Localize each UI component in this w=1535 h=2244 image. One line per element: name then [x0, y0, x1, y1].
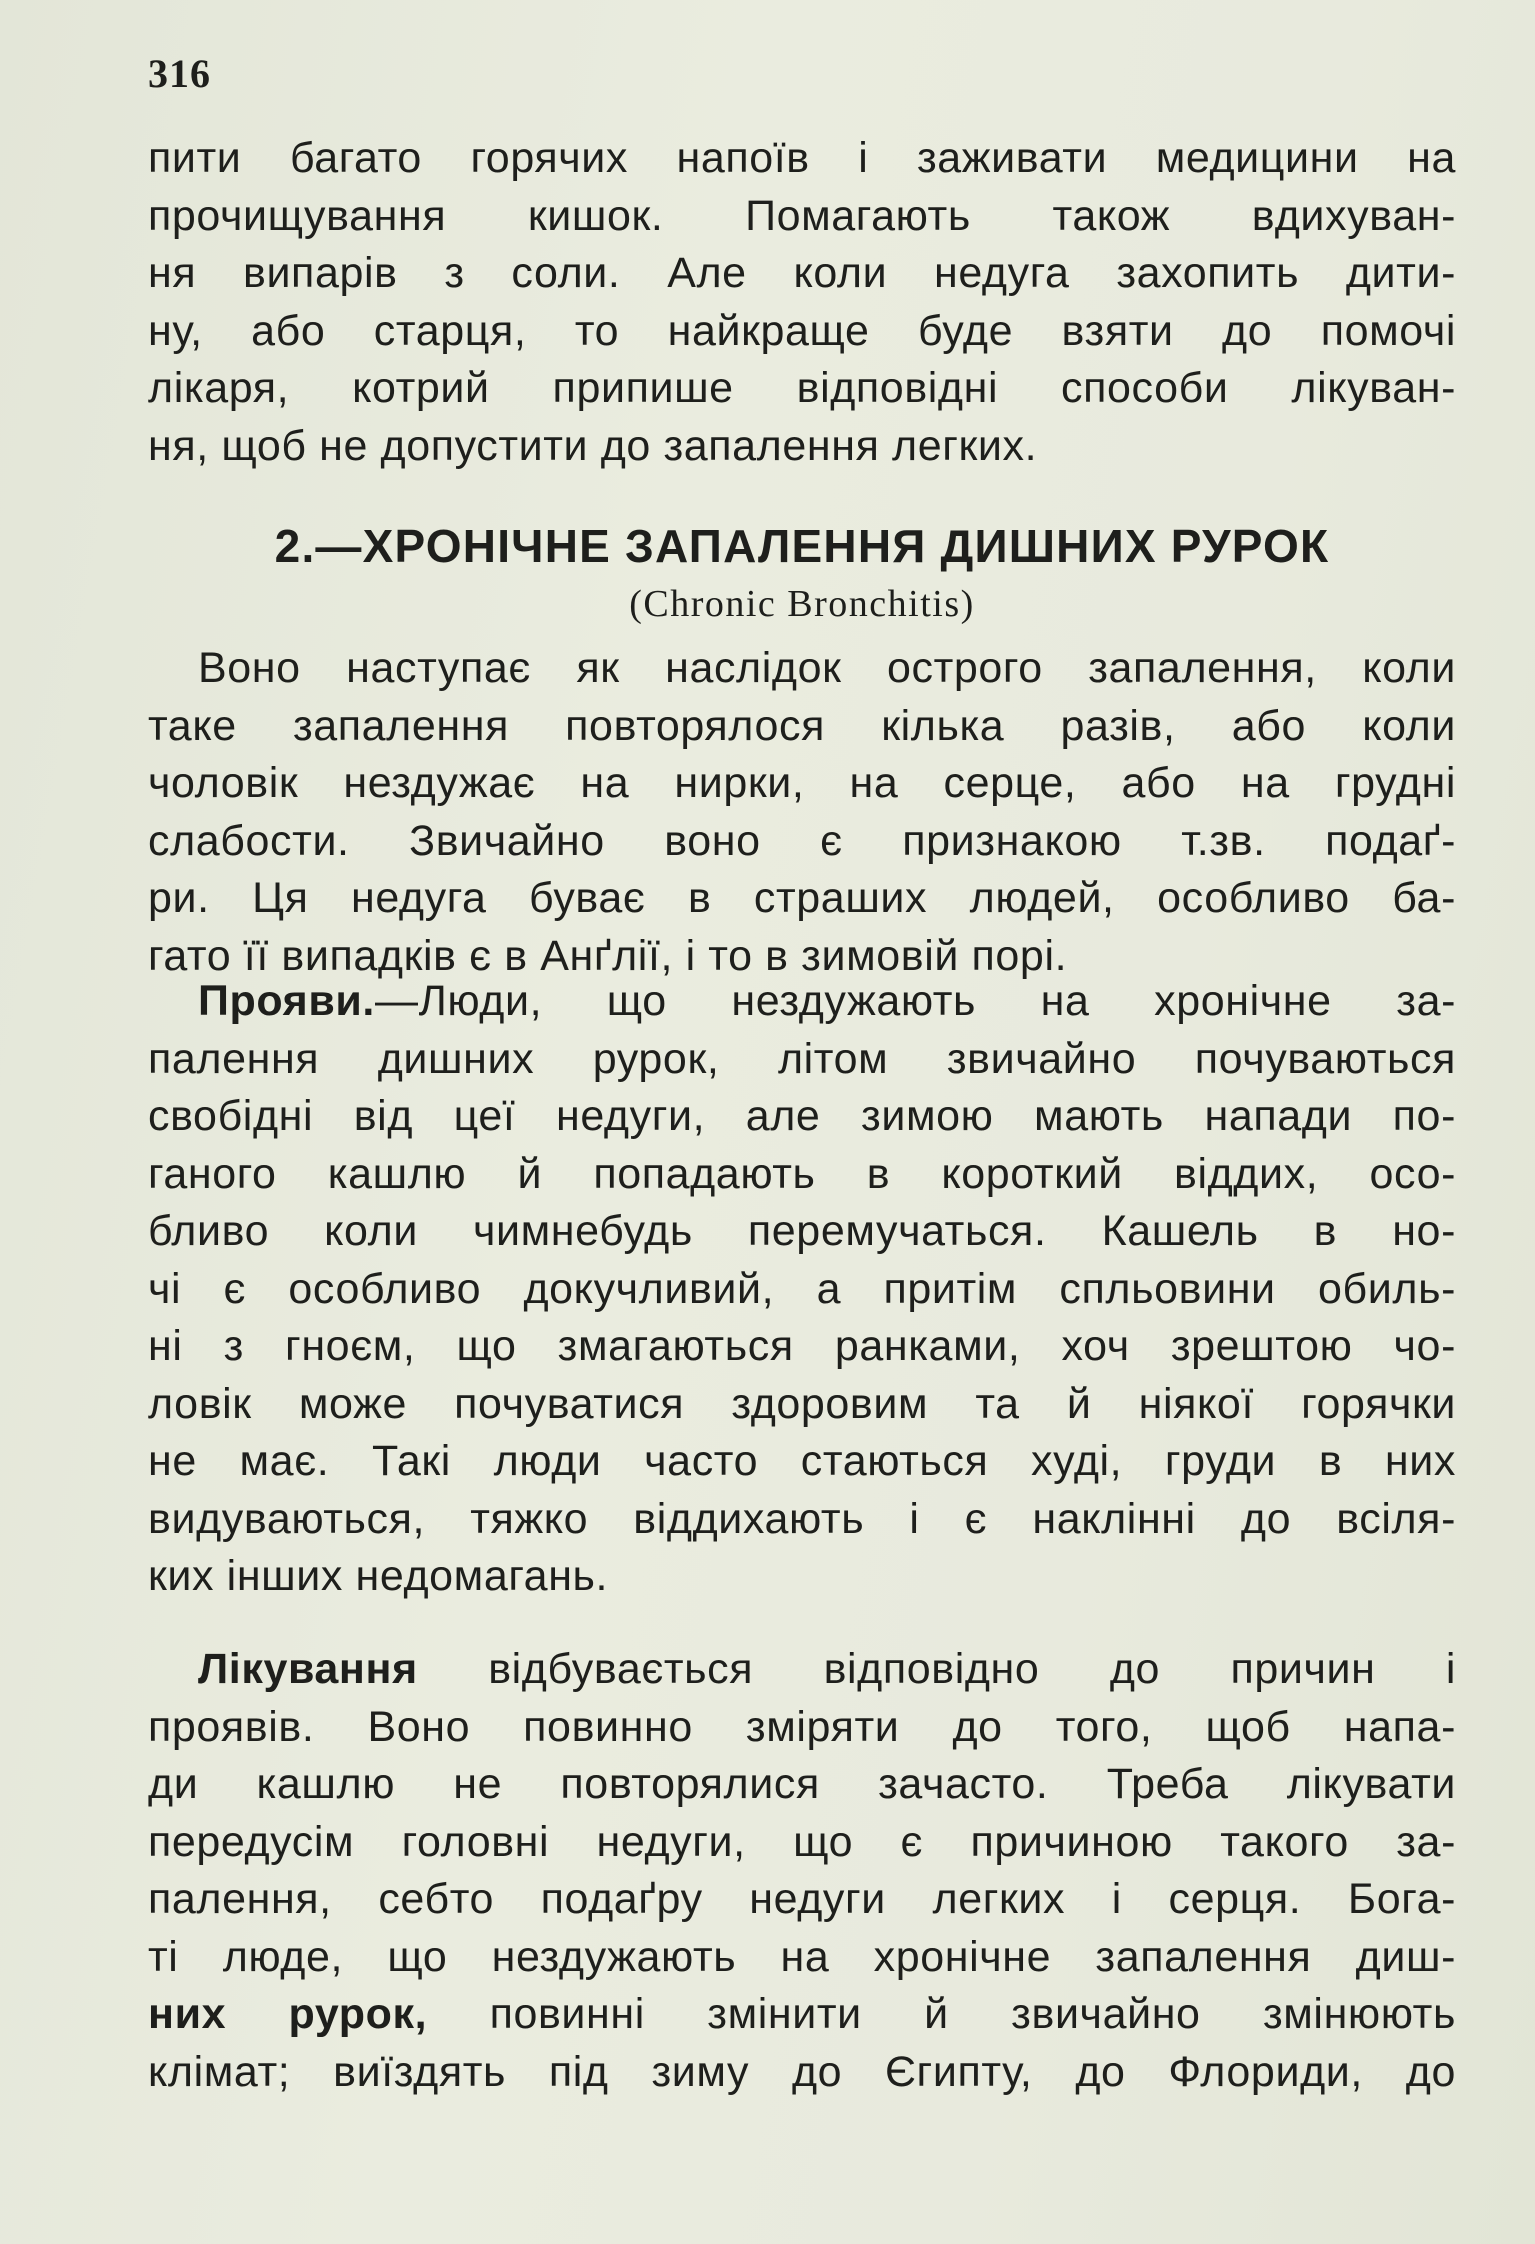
text-line: ні з гноєм, що змагаються ранками, хоч зрештою чо- [148, 1322, 1456, 1370]
text-line: ганого кашлю й попадають в короткий віддих, осо- [148, 1149, 1456, 1198]
text-line [148, 973, 1456, 1031]
text-line: ких інших недомагань. [148, 1552, 609, 1600]
text-line: Воно наступає як наслідок острого запалення, коли [198, 644, 1456, 692]
text-line: палення, себто подаґру недуги легких і серця. Бога- [148, 1875, 1456, 1923]
text-line-rest: повинні змінити й звичайно змінюють [427, 1990, 1456, 2038]
paragraph-treatment [148, 1641, 1456, 2101]
text-line: гато її випадків є в Анґлії, і то в зимовій порі. [148, 931, 1068, 980]
text-line: таке запалення повторялося кілька разів, або коли [148, 701, 1456, 750]
text-line: слабости. Звичайно воно є признакою т.зв. подаґ- [148, 816, 1456, 865]
text-line: ди кашлю не повторялися зачасто. Треба лікувати [148, 1760, 1456, 1808]
text-line: видуваються, тяжко віддихають і є наклінні до всіля- [148, 1494, 1456, 1543]
text-line: чоловік нездужає на нирки, на серце, або на грудні [148, 759, 1456, 807]
text-line: передусім головні недуги, що є причиною такого за- [148, 1817, 1456, 1866]
text-line: пити багато горячих напоїв і заживати медицини на [148, 134, 1456, 182]
text-line: палення дишних рурок, літом звичайно почуваються [148, 1034, 1456, 1083]
symptoms-lead: Прояви. [198, 977, 375, 1025]
paragraph-symptoms [148, 973, 1456, 1606]
text-line-rest: відбувається відповідно до причин і [417, 1645, 1456, 1693]
treatment-lead: Лікування [198, 1645, 418, 1693]
section-title: 2.—ХРОНІЧНЕ ЗАПАЛЕННЯ ДИШНИХ РУРОК [274, 520, 1330, 572]
text-line: свобідні від цеї недуги, але зимою мають напади по- [148, 1092, 1456, 1140]
text-line: ня випарів з соли. Але коли недуга захопить дити- [148, 249, 1456, 297]
text-line-rest: —Люди, що нездужають на хронічне за- [374, 977, 1456, 1025]
paragraph-description [148, 640, 1456, 985]
text-line: ну, або старця, то найкраще буде взяти до помочі [148, 306, 1456, 355]
text-line [148, 1641, 1456, 1699]
section-subtitle: (Chronic Bronchitis) [629, 583, 975, 625]
text-line: прочищування кишок. Помагають також вдихуван- [148, 191, 1456, 240]
text-line: ті люде, що нездужають на хронічне запалення диш- [148, 1932, 1456, 1981]
text-line [148, 1986, 1456, 2044]
bold-phrase: них рурок, [148, 1990, 428, 2038]
page-number: 316 [148, 51, 211, 96]
paragraph-continuation [148, 130, 1456, 475]
text-line: бливо коли чимнебудь перемучаться. Кашель в но- [148, 1207, 1456, 1255]
text-line: клімат; виїздять під зиму до Єгипту, до Флориди, до [148, 2047, 1456, 2096]
text-line: не має. Такі люди часто стаються худі, груди в них [148, 1437, 1456, 1485]
text-line: ри. Ця недуга буває в страших людей, особливо ба- [148, 874, 1456, 922]
text-line: лікаря, котрий припише відповідні способи лікуван- [148, 364, 1456, 412]
text-line: ня, щоб не допустити до запалення легких. [148, 421, 1038, 470]
text-line: ловік може почуватися здоровим та й ніякої горячки [148, 1379, 1456, 1428]
text-line: проявів. Воно повинно зміряти до того, щоб напа- [148, 1702, 1456, 1751]
text-line: чі є особливо докучливий, а притім спльовини обиль- [148, 1264, 1456, 1313]
